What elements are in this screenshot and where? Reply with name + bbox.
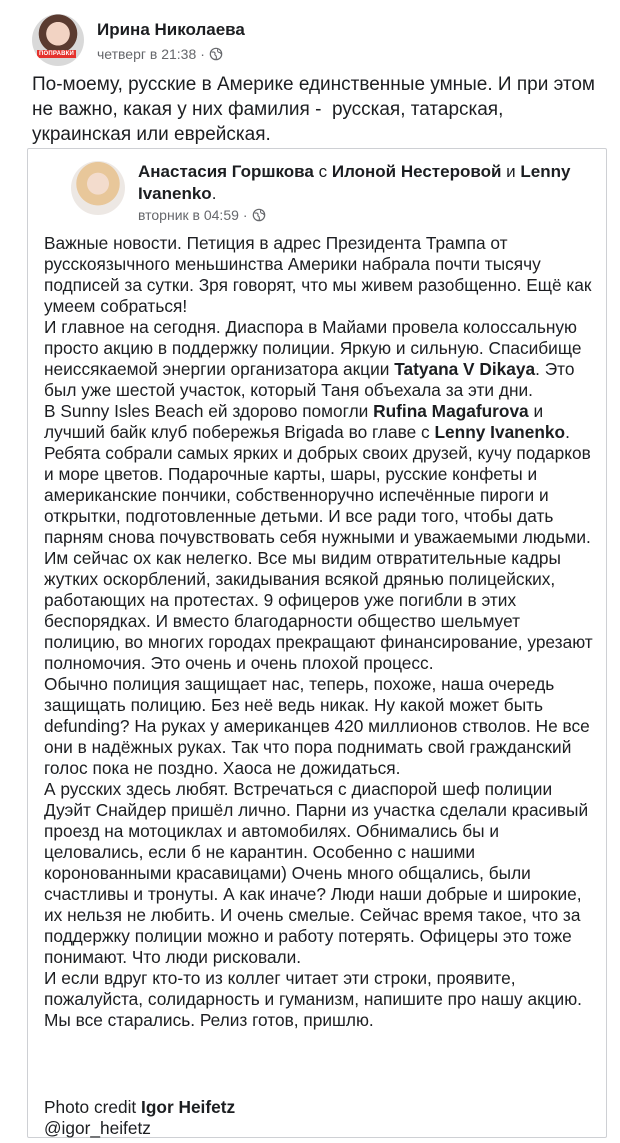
text-run: И главное на сегодня. Диаспора в Майами провела колоссальную просто акцию в поддержку полиции. Яркую и сильную. Спасибище неиссякаемой энергии организатора акции [44, 317, 582, 379]
text-run: . Это был уже шестой участок, который Таня объехала за эти дни. [44, 359, 575, 400]
photo-credit [44, 1097, 235, 1139]
tagged-user-1[interactable]: Илоной Нестеровой [331, 162, 502, 181]
text-run: . Ребята собрали самых ярких и добрых своих друзей, кучу подарков и море цветов. Подарочные карты, шары, русские конфеты и американские пончики, собственноручно испечённые пироги и открытки, подготовленные детьми. И все ради того, чтобы дать парням снова почувствовать себя нужными и уважаемыми людьми. Им сейчас ох как нелегко. Все мы видим отвратительные кадры жутких оскорблений, закидывания всякой дрянью полицейских, работающих на протестах. 9 офицеров уже погибли в этих беспорядках. И вместо благодарности общество шельмует полицию, во многих городах прекращают финансирование, урезают полномочия. Это очень и очень плохой процесс. [44, 422, 593, 673]
credit-handle: @igor_heifetz [44, 1118, 151, 1138]
shared-author[interactable]: Анастасия Горшкова [138, 162, 314, 181]
meta-separator: · [242, 207, 248, 223]
post-time[interactable]: четверг в 21:38 [97, 46, 197, 62]
shared-post[interactable] [27, 148, 607, 1138]
paragraph-6: И если вдруг кто-то из коллег читает эти строки, проявите, пожалуйста, солидарность и гуманизм, напишите про нашу акцию. Мы все старались. Релиз готов, пришлю. [44, 968, 582, 1030]
meta-separator: · [200, 46, 205, 62]
paragraph-3 [44, 401, 600, 674]
and-word: и [506, 162, 516, 181]
shared-body [44, 233, 600, 1031]
paragraph-2 [44, 317, 600, 401]
text-run: В Sunny Isles Beach ей здорово помогли [44, 401, 374, 421]
post-header [32, 12, 602, 72]
credit-label: Photo credit [44, 1097, 142, 1117]
shared-avatar[interactable] [71, 161, 125, 215]
shared-meta [138, 207, 266, 223]
with-word: с [318, 162, 328, 181]
globe-icon[interactable] [209, 47, 223, 61]
avatar-badge: ПОПРАВКИ [39, 51, 75, 57]
paragraph-5: А русских здесь любят. Встречаться с диаспорой шеф полиции Дуэйт Снайдер пришёл лично. Парни из участка сделали красивый проезд на мотоциклах и автомобилях. Обнимались бы и целовались, если б не карантин. Особенно с нашими коронованными красавицами) Очень много общались, были счастливы и тронуты. А как иначе? Люди наши добрые и широкие, их нельзя не любить. И очень смелые. Сейчас время такое, что за поддержку полиции можно и работу потерять. Офицеры это тоже понимают. Что люди рисковали. [44, 779, 589, 967]
tagged-user-2[interactable]: Lenny Ivanenko [138, 162, 571, 203]
title-dot: . [211, 184, 217, 203]
credit-name[interactable]: Igor Heifetz [141, 1097, 236, 1117]
text-run: и лучший байк клуб побережья Brigada во главе с [44, 401, 544, 442]
post-meta [97, 46, 223, 62]
credit-line [44, 1097, 235, 1118]
post-author[interactable]: Ирина Николаева [97, 20, 245, 39]
mention-rufina[interactable]: Rufina Magafurova [373, 401, 529, 421]
shared-time[interactable]: вторник в 04:59 [138, 207, 239, 223]
mention-tatyana[interactable]: Tatyana V Dikaya [394, 359, 536, 379]
paragraph-1: Важные новости. Петиция в адрес Президента Трампа от русскоязычного меньшинства Америки набрала почти тысячу подписей за сутки. Зря говорят, что мы живем разобщенно. Ещё как умеем собраться! [44, 233, 592, 316]
globe-icon[interactable] [252, 208, 266, 222]
mention-lenny[interactable]: Lenny Ivanenko [434, 422, 566, 442]
avatar[interactable] [32, 14, 84, 66]
post-text: По-моему, русские в Америке единственные умные. И при этом не важно, какая у них фамилия - русская, татарская, украинская или еврейская. [32, 74, 601, 145]
paragraph-4: Обычно полиция защищает нас, теперь, похоже, наша очередь защищать полицию. Без неё ведь никак. Ну какой может быть defunding? На руках у американцев 420 миллионов стволов. Не все они в надёжных руках. Так что пора поднимать свой гражданский голос пока не поздно. Хаоса не дожидаться. [44, 674, 590, 778]
shared-title [138, 161, 593, 205]
